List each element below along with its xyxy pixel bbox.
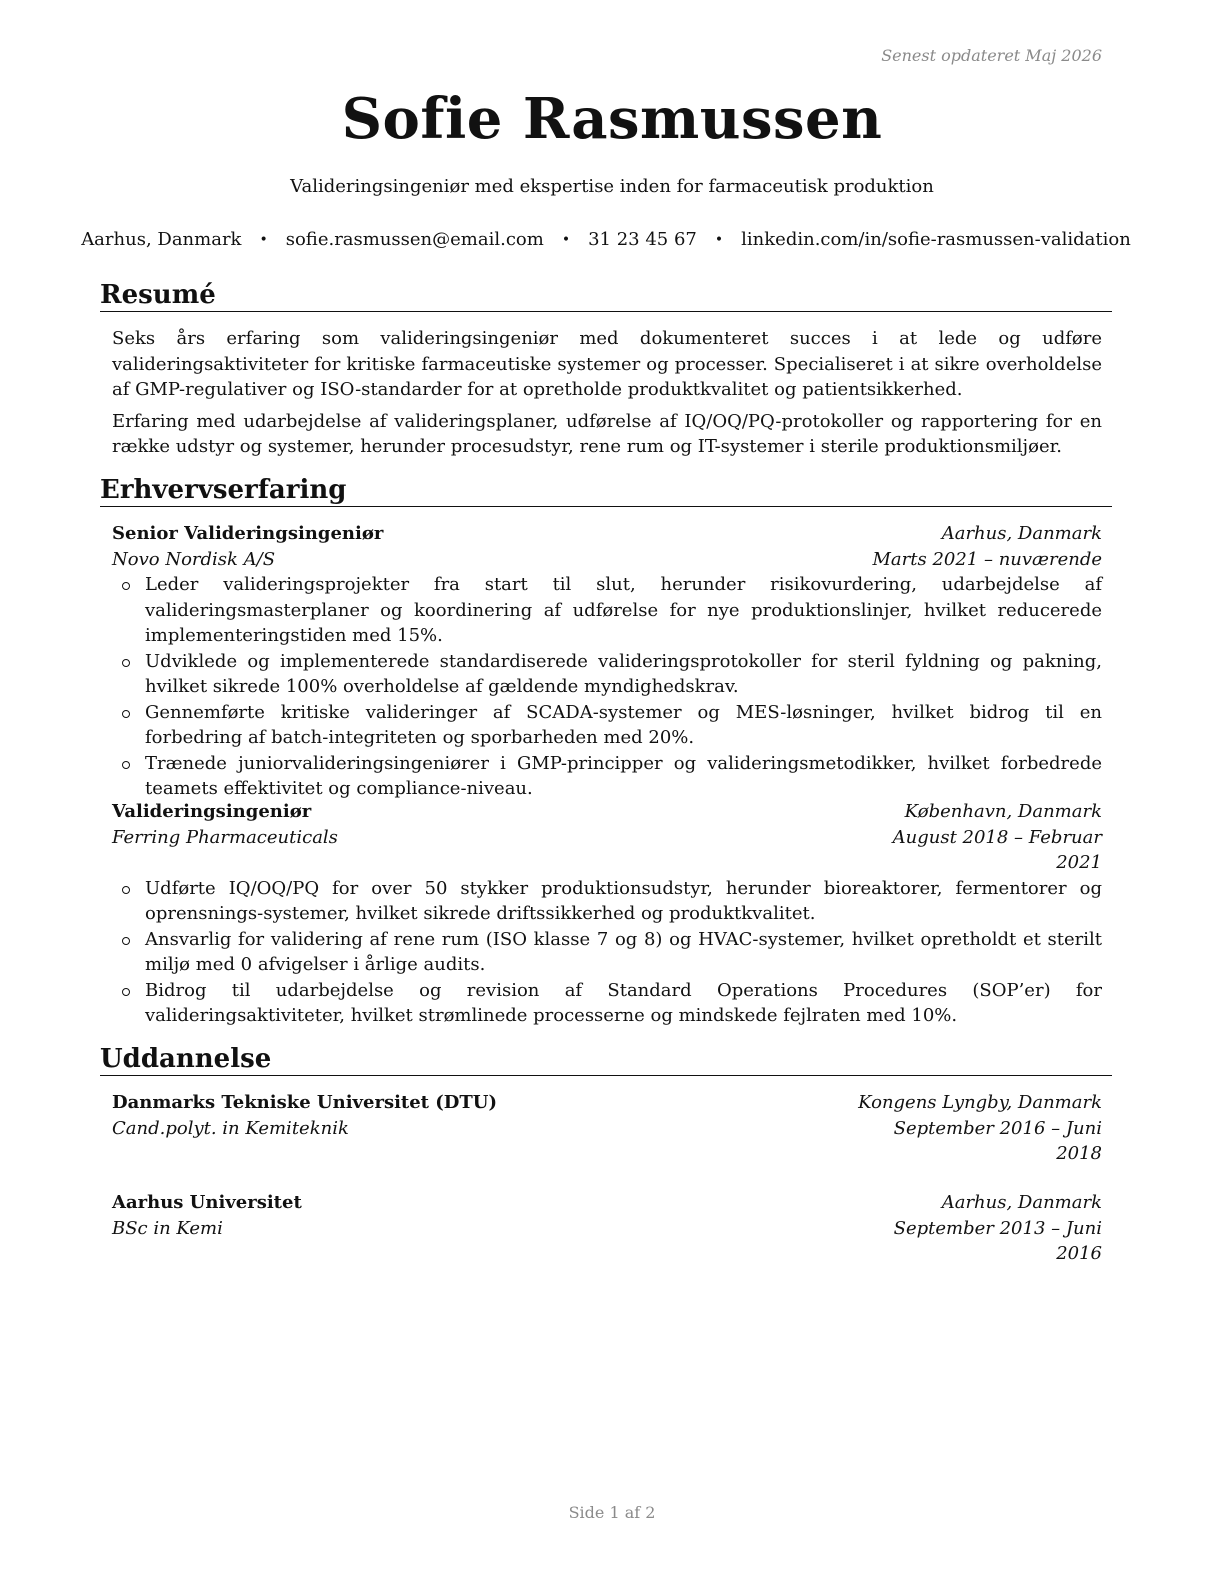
contact-line xyxy=(81,229,1131,250)
job-dates: August 2018 – Februar 2021 xyxy=(892,826,1102,873)
degree: BSc in Kemi xyxy=(112,1217,223,1239)
job-dates: Marts 2021 – nuværende xyxy=(872,548,1102,570)
job-role: Valideringsingeniør xyxy=(112,801,312,822)
list-item xyxy=(112,927,1102,978)
bullet-text: Udviklede og implementerede standardiserede valideringsprotokoller for steril fyldning og pakning, hvilket sikrede 100% overholdelse af gældende myndighedskrav. xyxy=(145,650,1102,697)
circle-bullet-icon xyxy=(122,761,130,769)
contact-phone: 31 23 45 67 xyxy=(588,229,697,250)
job-location: København, Danmark xyxy=(904,801,1102,822)
bullet-separator: • xyxy=(561,231,571,248)
section-title-education: Uddannelse xyxy=(100,1044,1112,1076)
job-bullets xyxy=(112,876,1102,1029)
education-dates: September 2016 – Juni 2018 xyxy=(893,1117,1102,1164)
contact-linkedin[interactable]: linkedin.com/in/sofie-rasmussen-validation xyxy=(741,229,1131,250)
circle-bullet-icon xyxy=(122,988,130,996)
education-entry xyxy=(112,1190,1102,1267)
last-updated: Senest opdateret Maj 2026 xyxy=(881,46,1102,65)
list-item xyxy=(112,649,1102,700)
education-entry xyxy=(112,1090,1102,1167)
list-item xyxy=(112,751,1102,802)
bullet-text: Gennemførte kritiske valideringer af SCADA-systemer og MES-løsninger, hvilket bidrog til en forbedring af batch-integriteten og sporbarheden med 20%. xyxy=(145,701,1102,748)
bullet-text: Ansvarlig for validering af rene rum (ISO klasse 7 og 8) og HVAC-systemer, hvilket opretholdt et sterilt miljø med 0 afvigelser i årlige audits. xyxy=(145,928,1102,975)
job-location: Aarhus, Danmark xyxy=(941,523,1102,544)
circle-bullet-icon xyxy=(122,937,130,945)
bullet-separator: • xyxy=(259,231,268,248)
circle-bullet-icon xyxy=(122,710,130,718)
summary-paragraph: Seks års erfaring som valideringsingeniør med dokumenteret succes i at lede og udføre valideringsaktiviteter for kritiske farmaceutiske systemer og processer. Specialiseret i at sikre overholdelse af GMP-regulativer og ISO-standarder for at opretholde produktkvalitet og patientsikkerhed. xyxy=(112,328,1102,400)
list-item xyxy=(112,876,1102,927)
school-location: Kongens Lyngby, Danmark xyxy=(858,1092,1102,1113)
circle-bullet-icon xyxy=(122,659,130,667)
circle-bullet-icon xyxy=(122,886,130,894)
degree: Cand.polyt. in Kemiteknik xyxy=(112,1117,349,1139)
bullet-text: Leder valideringsprojekter fra start til slut, herunder risikovurdering, udarbejdelse af valideringsmasterplaner og koordinering af udførelse for nye produktionslinjer, hvilket reducerede implementeringstiden med 15%. xyxy=(145,574,1102,646)
bullet-separator: • xyxy=(714,231,724,248)
school-name: Danmarks Tekniske Universitet (DTU) xyxy=(112,1092,497,1113)
summary-section xyxy=(112,326,1102,466)
job-entry xyxy=(112,521,1102,802)
bullet-text: Trænede juniorvalideringsingeniører i GMP-principper og valideringsmetodikker, hvilket forbedrede teamets effektivitet og compliance-niveau. xyxy=(145,752,1102,799)
job-bullets xyxy=(112,572,1102,802)
section-title-summary: Resumé xyxy=(100,280,1112,312)
contact-email[interactable]: sofie.rasmussen@email.com xyxy=(285,229,544,250)
list-item xyxy=(112,978,1102,1029)
candidate-name: Sofie Rasmussen xyxy=(341,86,883,152)
job-company: Ferring Pharmaceuticals xyxy=(112,826,338,848)
page-number: Side 1 af 2 xyxy=(568,1503,656,1522)
school-name: Aarhus Universitet xyxy=(112,1192,302,1213)
job-company: Novo Nordisk A/S xyxy=(112,548,276,570)
contact-location: Aarhus, Danmark xyxy=(81,229,242,250)
summary-paragraph: Erfaring med udarbejdelse af valideringsplaner, udførelse af IQ/OQ/PQ-protokoller og rapportering for en række udstyr og systemer, herunder procesudstyr, rene rum og IT-systemer i sterile produktionsmiljøer. xyxy=(112,410,1102,457)
bullet-text: Udførte IQ/OQ/PQ for over 50 stykker produktionsudstyr, herunder bioreaktorer, fermentorer og oprensnings-systemer, hvilket sikrede driftssikkerhed og produktkvalitet. xyxy=(145,877,1102,924)
tagline: Valideringsingeniør med ekspertise inden for farmaceutisk produktion xyxy=(290,176,934,197)
circle-bullet-icon xyxy=(122,582,130,590)
section-title-experience: Erhvervserfaring xyxy=(100,475,1112,507)
job-role: Senior Valideringsingeniør xyxy=(112,523,384,544)
job-entry xyxy=(112,799,1102,1029)
education-dates: September 2013 – Juni 2016 xyxy=(893,1217,1102,1264)
school-location: Aarhus, Danmark xyxy=(941,1192,1102,1213)
bullet-text: Bidrog til udarbejdelse og revision af Standard Operations Procedures (SOP’er) for valideringsaktiviteter, hvilket strømlinede processerne og mindskede fejlraten med 10%. xyxy=(145,979,1102,1026)
list-item xyxy=(112,572,1102,649)
list-item xyxy=(112,700,1102,751)
